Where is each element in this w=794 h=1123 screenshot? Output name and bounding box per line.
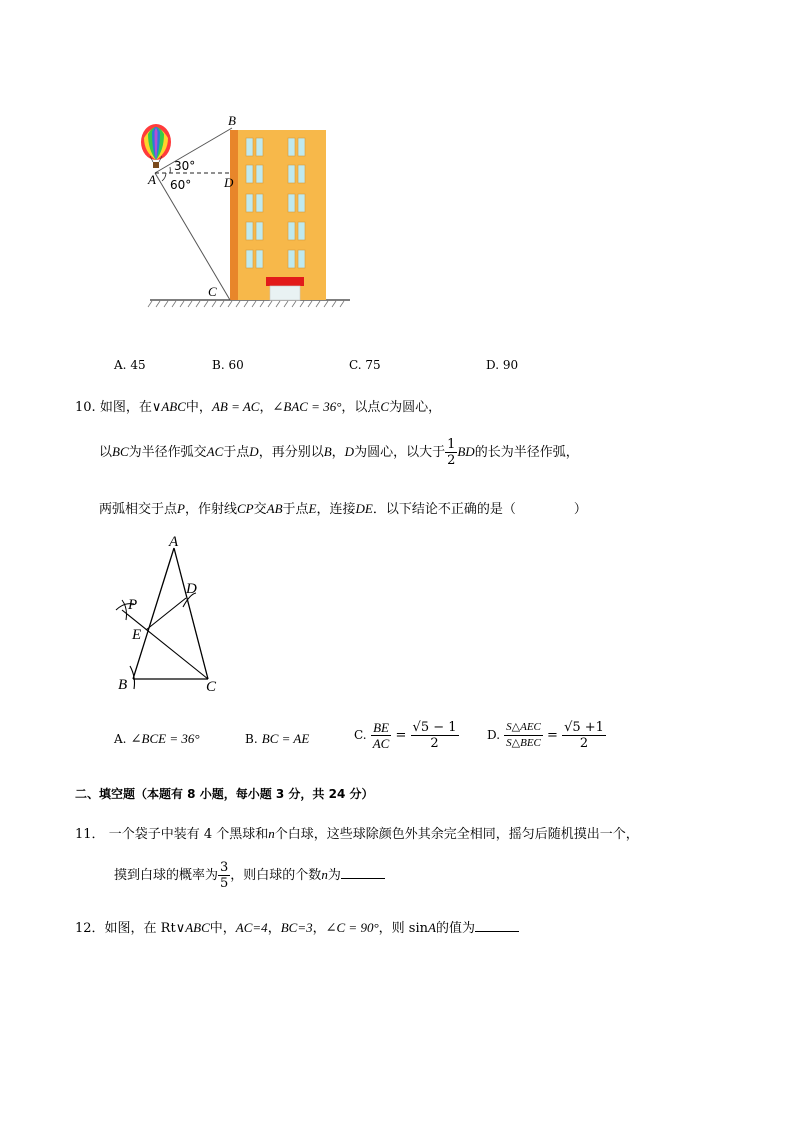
fraction-area-ratio: $\frac{\text{S△AEC}}{\text{S△BEC}}$ xyxy=(506,721,541,749)
triangle-figure xyxy=(108,532,238,697)
fraction-root5-plus1: $\frac{√5 +1}{2}$ xyxy=(564,720,604,751)
q10-option-c[interactable]: C. $\frac{BE}{AC}$ = $\frac{√5 - 1}{2}$ xyxy=(354,720,457,751)
fig-label-b: B xyxy=(118,677,128,693)
fig-label-e: E xyxy=(132,627,142,643)
balloon-building-figure xyxy=(130,110,370,315)
option-letter: D. xyxy=(486,358,500,372)
option-letter: C. xyxy=(349,358,362,372)
fraction-three-fifths: $\frac{3}{5}$ xyxy=(220,860,229,891)
q9-option-d[interactable] xyxy=(486,358,518,372)
option-letter: C. xyxy=(354,728,367,742)
q11-line2: 摸到白球的概率为 $\frac{3}{5}$ ，则白球的个数n为 xyxy=(114,860,385,891)
fig-label-p: P xyxy=(128,597,138,613)
option-text: ∠BCE = 36° xyxy=(130,731,200,746)
q10-line1: 10. 如图，在∨ABC中，AB = AC，∠BAC = 36°，以点C为圆心， xyxy=(75,399,442,415)
answer-blank[interactable] xyxy=(341,866,385,879)
fig-label-d: D xyxy=(186,581,197,597)
q9-option-a[interactable] xyxy=(114,358,146,372)
shop-banner xyxy=(266,277,304,286)
q10-option-d[interactable]: D. $\frac{\text{S△AEC}}{\text{S△BEC}}$ = $\frac{√5 +1}{2}$ xyxy=(487,720,604,751)
label-d: D xyxy=(224,175,234,190)
q10-option-b[interactable] xyxy=(245,731,309,747)
question-number: 11． xyxy=(75,827,105,842)
q12-line: 12．如图，在 Rt∨ABC中，AC=4，BC=3，∠C = 90°，则 sinA的值为 xyxy=(75,917,519,936)
fig-label-c: C xyxy=(206,679,217,695)
fraction-be-ac: $\frac{BE}{AC}$ xyxy=(372,720,390,751)
option-letter: D. xyxy=(487,728,501,742)
q9-option-c[interactable] xyxy=(349,358,381,372)
label-a: A xyxy=(148,172,156,187)
option-text: 45 xyxy=(130,358,146,372)
option-text: 75 xyxy=(365,358,381,372)
question-number: 12． xyxy=(75,921,105,936)
fraction-root5-minus1: $\frac{√5 - 1}{2}$ xyxy=(412,720,457,751)
fig-label-a: A xyxy=(169,534,179,550)
label-c: C xyxy=(208,284,217,299)
q10-line3: 两弧相交于点P，作射线CP交AB于点E，连接DE．以下结论不正确的是（ ） xyxy=(99,501,587,517)
angle-60: 60° xyxy=(170,178,192,192)
option-text: BC = AE xyxy=(261,731,310,746)
section-title: 二、填空题（本题有 8 小题，每小题 3 分，共 24 分） xyxy=(75,787,374,801)
hot-air-balloon xyxy=(141,124,171,168)
answer-blank[interactable] xyxy=(475,919,519,932)
option-letter: A. xyxy=(114,358,127,372)
q10-line2: 以BC为半径作弧交AC于点D，再分别以B，D为圆心，以大于 $\frac{1}{2}$ BD的长为半径作弧， xyxy=(99,437,579,468)
option-letter: B. xyxy=(245,732,258,746)
question-number: 10. xyxy=(75,400,96,415)
option-text: 90 xyxy=(502,358,519,372)
fraction-half: $\frac{1}{2}$ xyxy=(447,437,456,468)
shop-door xyxy=(270,286,300,300)
option-letter: B. xyxy=(212,358,225,372)
q9-option-b[interactable] xyxy=(212,358,244,372)
label-b: B xyxy=(228,113,236,128)
option-letter: A. xyxy=(114,732,127,746)
q10-option-a[interactable] xyxy=(114,731,200,747)
building-side xyxy=(230,130,238,300)
option-text: 60 xyxy=(228,358,244,372)
q11-line1: 11． 一个袋子中装有 4 个黑球和n个白球，这些球除颜色外其余完全相同，摇匀后随机摸出一个， xyxy=(75,826,639,842)
angle-30: 30° xyxy=(174,159,196,173)
